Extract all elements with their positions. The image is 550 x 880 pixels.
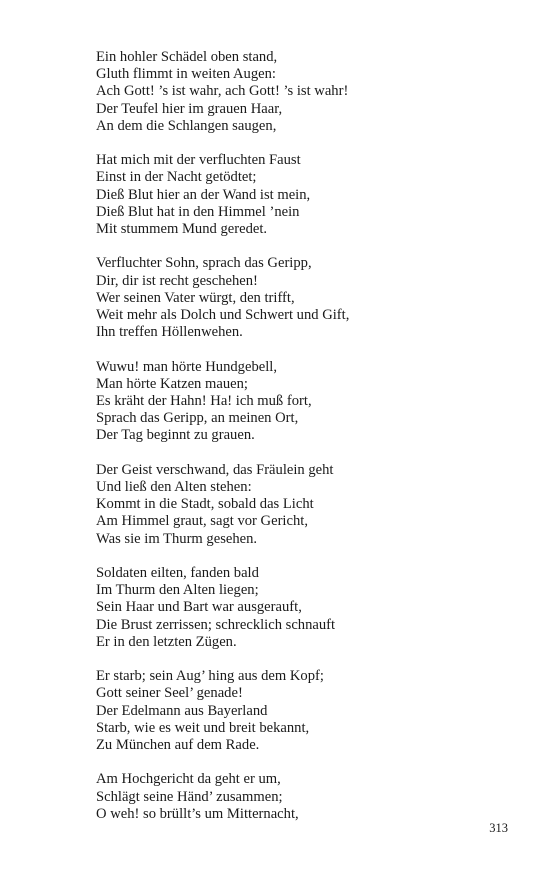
verse-line: Soldaten eilten, fanden bald: [96, 565, 259, 582]
verse-line: Sprach das Geripp, an meinen Ort,: [96, 410, 299, 427]
verse-line: Der Tag beginnt zu grauen.: [96, 427, 255, 444]
verse-line: An dem die Schlangen saugen,: [96, 117, 277, 134]
verse-line: Gluth flimmt in weiten Augen:: [96, 66, 276, 83]
verse-line: Einst in der Nacht getödtet;: [96, 169, 257, 186]
verse-line: Und ließ den Alten stehen:: [96, 479, 252, 496]
stanza: [96, 255, 516, 341]
verse-line: Wer seinen Vater würgt, den trifft,: [96, 289, 295, 306]
verse-line: Dieß Blut hat in den Himmel ’nein: [96, 203, 300, 220]
verse-line: Er in den letzten Zügen.: [96, 633, 237, 650]
stanza: [96, 49, 516, 135]
stanza: [96, 565, 516, 651]
verse-line: Am Hochgericht da geht er um,: [96, 771, 281, 788]
stanza: [96, 462, 516, 548]
verse-line: Ein hohler Schädel oben stand,: [96, 49, 278, 65]
poem-text: [96, 49, 516, 840]
verse-line: Ihn treffen Höllenwehen.: [96, 324, 243, 341]
verse-line: Mit stummem Mund geredet.: [96, 221, 268, 238]
verse-line: Ach Gott! ’s ist wahr, ach Gott! ’s ist wahr!: [96, 83, 349, 100]
verse-line: Dieß Blut hier an der Wand ist mein,: [96, 186, 311, 203]
verse-line: Weit mehr als Dolch und Schwert und Gift,: [96, 307, 350, 324]
verse-line: Schlägt seine Händ’ zusammen;: [96, 788, 283, 805]
verse-line: Man hörte Katzen mauen;: [96, 375, 248, 392]
verse-line: O weh! so brüllt’s um Mitternacht,: [96, 805, 299, 822]
verse-line: Wuwu! man hörte Hundgebell,: [96, 358, 277, 375]
verse-line: Es kräht der Hahn! Ha! ich muß fort,: [96, 393, 312, 410]
verse-line: Kommt in die Stadt, sobald das Licht: [96, 496, 314, 513]
verse-line: Am Himmel graut, sagt vor Gericht,: [96, 513, 308, 530]
verse-line: Der Edelmann aus Bayerland: [96, 702, 268, 719]
verse-line: Was sie im Thurm gesehen.: [96, 530, 258, 547]
verse-line: Starb, wie es weit und breit bekannt,: [96, 719, 310, 736]
verse-line: Der Teufel hier im grauen Haar,: [96, 100, 283, 117]
verse-line: Dir, dir ist recht geschehen!: [96, 272, 258, 289]
verse-line: Gott seiner Seel’ genade!: [96, 685, 243, 702]
verse-line: Zu München auf dem Rade.: [96, 737, 260, 754]
verse-line: Die Brust zerrissen; schrecklich schnauft: [96, 616, 336, 633]
stanza: [96, 152, 516, 238]
page-number: 313: [489, 821, 508, 835]
verse-line: Im Thurm den Alten liegen;: [96, 582, 259, 599]
verse-line: Er starb; sein Aug’ hing aus dem Kopf;: [96, 668, 324, 685]
stanza: [96, 668, 516, 754]
verse-line: Verfluchter Sohn, sprach das Geripp,: [96, 255, 312, 272]
stanza: [96, 359, 516, 445]
stanza: [96, 771, 516, 823]
verse-line: Sein Haar und Bart war ausgerauft,: [96, 599, 302, 616]
verse-line: Hat mich mit der verfluchten Faust: [96, 152, 301, 169]
verse-line: Der Geist verschwand, das Fräulein geht: [96, 461, 334, 478]
